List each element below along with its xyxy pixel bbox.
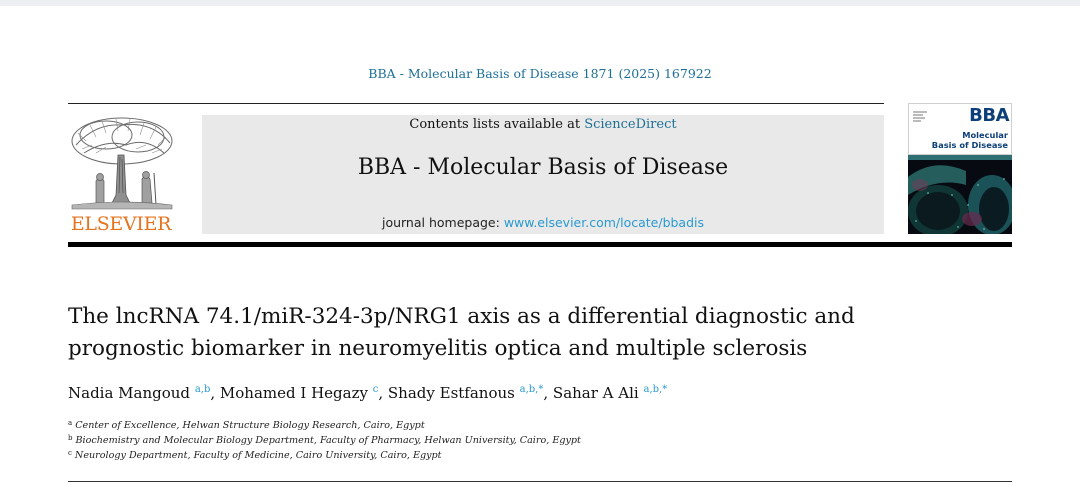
publisher-logo[interactable] bbox=[66, 115, 176, 237]
affiliation-key: a bbox=[68, 419, 73, 427]
header-rule bbox=[68, 103, 884, 104]
author-name[interactable]: Nadia Mangoud bbox=[68, 384, 191, 402]
author-affiliation-marker[interactable]: a,b,* bbox=[643, 384, 668, 395]
journal-cover[interactable] bbox=[908, 103, 1012, 234]
affiliation-key: b bbox=[68, 433, 73, 442]
author-separator: , bbox=[543, 384, 553, 402]
homepage-line bbox=[202, 215, 884, 230]
article-title-line1: The lncRNA 74.1/miR-324-3p/NRG1 axis as a differential diagnostic and bbox=[68, 304, 855, 329]
author-affiliation-marker[interactable]: a,b bbox=[194, 384, 211, 395]
cover-header bbox=[908, 103, 1012, 155]
author-affiliation-marker[interactable]: c bbox=[372, 384, 379, 395]
affiliation-text: Neurology Department, Faculty of Medicine, Cairo University, Cairo, Egypt bbox=[74, 449, 442, 461]
masthead-rule bbox=[68, 242, 1012, 247]
author-name[interactable]: Shady Estfanous bbox=[387, 384, 515, 402]
affiliation-text: Center of Excellence, Helwan Structure Biology Research, Cairo, Egypt bbox=[75, 420, 425, 431]
article-title bbox=[68, 301, 968, 365]
affiliation-text: Biochemistry and Molecular Biology Department, Faculty of Pharmacy, Helwan University, Cairo, Egypt bbox=[75, 434, 581, 446]
tree-icon bbox=[66, 115, 176, 211]
journal-citation[interactable]: BBA - Molecular Basis of Disease 1871 (2025) 167922 bbox=[368, 66, 712, 81]
contents-line bbox=[202, 117, 884, 132]
cover-barcode-icon bbox=[913, 110, 931, 124]
cover-subtitle-line1: Molecular bbox=[962, 130, 1008, 140]
sciencedirect-link[interactable]: ScienceDirect bbox=[584, 117, 677, 132]
cover-subtitle-line2: Basis of Disease bbox=[931, 139, 1008, 150]
author-name[interactable]: Sahar A Ali bbox=[552, 384, 639, 402]
affiliation-key: c bbox=[68, 448, 72, 457]
author-affiliation-marker[interactable]: a,b,* bbox=[519, 384, 544, 395]
journal-title: BBA - Molecular Basis of Disease bbox=[357, 155, 729, 180]
affiliation-item bbox=[68, 434, 968, 449]
journal-homepage-link[interactable]: www.elsevier.com/locate/bbadis bbox=[503, 215, 705, 230]
author-separator: , bbox=[378, 384, 388, 402]
author-list bbox=[68, 384, 968, 402]
cover-subtitle bbox=[932, 131, 1008, 150]
contents-prefix: Contents lists available at bbox=[409, 117, 585, 132]
homepage-prefix: journal homepage: bbox=[381, 215, 504, 230]
article-title-line2: prognostic biomarker in neuromyelitis optica and multiple sclerosis bbox=[68, 336, 808, 361]
journal-masthead bbox=[202, 115, 884, 234]
affiliation-list bbox=[68, 419, 968, 463]
cover-acronym: BBA bbox=[969, 105, 1009, 126]
section-rule bbox=[68, 481, 1012, 482]
affiliation-item bbox=[68, 449, 968, 464]
author-separator: , bbox=[210, 384, 220, 402]
cover-microscopy-image bbox=[908, 155, 1012, 234]
affiliation-item bbox=[68, 419, 968, 434]
top-strip bbox=[0, 0, 1080, 6]
publisher-name: ELSEVIER bbox=[70, 213, 172, 235]
author-name[interactable]: Mohamed I Hegazy bbox=[219, 384, 368, 402]
